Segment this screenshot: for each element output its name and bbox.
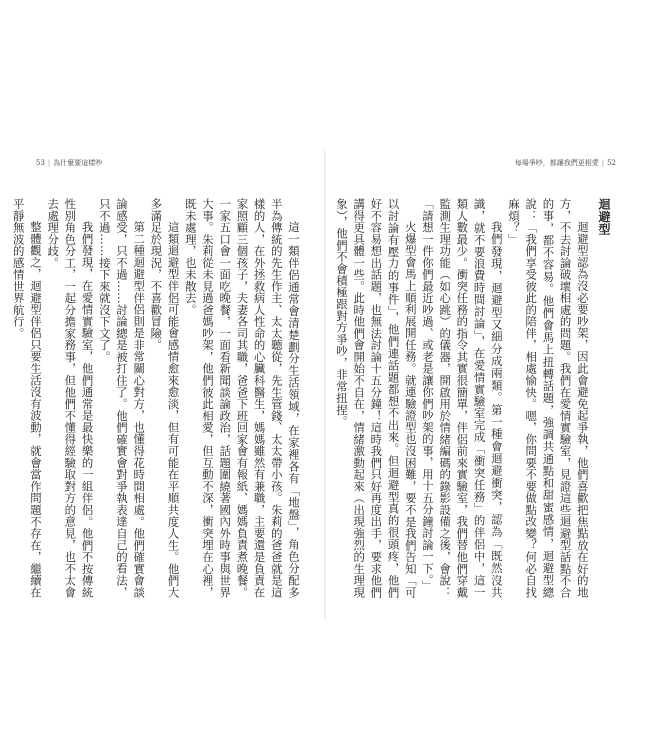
paragraph: 這一類伴侶通常會清楚劃分生活領域，在家裡各有「地盤」，角色分配多半為傳統的先生作主、太太聽從，先生管錢、太太帶小孩。朱莉的爸爸就是這樣的人，在外拯救病人性命的心臟科醫生，媽媽雖然有兼職，主要還是負責在家照顧三個孩子，夫妻各司其職，爸爸下班回家會有報紙、媽媽負責煮晚餐。一家五口會一面吃晚餐，一面看新聞談論政治，話題圍繞著國內外時事與世界大事。朱莉從未見過爸媽吵架，他們彼此相愛，但互動不深，衝突埋在心裡，既未處理，也未散去。: [183, 198, 301, 598]
paragraph: 我們發現，在愛情實驗室，他們通常是最快樂的一組伴侶。他們不按傳統性別角色分工，一起分擔家務事，但他們不懂得經驗取對方的意見，也不太會去處理分歧。: [46, 198, 95, 598]
right-page-header: [515, 158, 616, 168]
left-page-body: [11, 198, 302, 598]
paragraph: 我們發現，迴避型又細分成兩類。第一種會迴避衝突，認為「既然沒共識，就不要浪費時間討論」，在愛情實驗室完成「衝突任務」的伴侶中，這一類人數最少。衝突任務的指令其實很簡單，伴侶前來實驗室，我們替他們穿戴監測生理功能（如心跳）的儀器，開啟用於情緒編碼的錄影設備之後，會說：「請想一件你們最近吵過、或老是讓你們吵架的事，用十五分鐘討論一下。」: [420, 198, 504, 598]
page-gutter: [324, 150, 326, 620]
paragraph: 第二種迴避型伴侶則是非常關心對方，也懂得花時間相處。他們確實會談論感受，只不過……討論總是被打住了。他們確實會對爭執表達自己的看法，只不過……接下來就沒下文了。: [97, 198, 147, 598]
right-page-number: 52: [607, 159, 616, 167]
left-running-title: 為什麼要這樣吵: [53, 159, 103, 167]
left-page-number: 53: [36, 159, 45, 167]
right-page-body: [334, 198, 612, 598]
paragraph: 整體觀之，迴避型伴侶只要生活沒有波動，就會當作問題不存在，繼續在平靜無波的感情世界航行。: [11, 198, 43, 598]
right-running-title: 每場爭吵，都讓我們更相愛: [514, 159, 599, 167]
left-page-header: [36, 158, 102, 168]
header-separator: |: [47, 159, 51, 167]
header-separator: |: [601, 159, 605, 167]
section-heading: 迴避型: [597, 198, 611, 236]
paragraph: 火爆型會馬上順利展開任務。就連驗證型也沒困難，要不是我們告知「可以討論有壓力的事件」，他們連話題都想不出來。但迴避型真的很頭疼，他們好不容易想出話題，也無法討論十五分鐘！這時我們只好再度出手，要求他們講得更具體一些。此時他們會開始不自在，情緒激動起來（出現強烈的生理現象），他們不會積極跟對方爭吵，非常扭捏。: [334, 198, 418, 598]
paragraph: 迴避型認為沒必要吵架，因此會避免起爭執，他們喜歡把焦點放在好的地方，不去討論破壞相處的問題。我們在愛情實驗室，見證這些迴避型話點不合的事，都不容易。他們會馬上扭轉話題，強調共通點和甜蜜感情，迴避型總說：「我們享受彼此的陪伴，相處愉快。嗯，你問要不要做點改變？何必自找麻煩？」: [506, 198, 590, 598]
paragraph: 這類迴避型伴侶可能會感情愈來愈淡，但有可能在平順共度人生。他們大多滿足於現況，不喜歡冒險。: [149, 198, 181, 598]
